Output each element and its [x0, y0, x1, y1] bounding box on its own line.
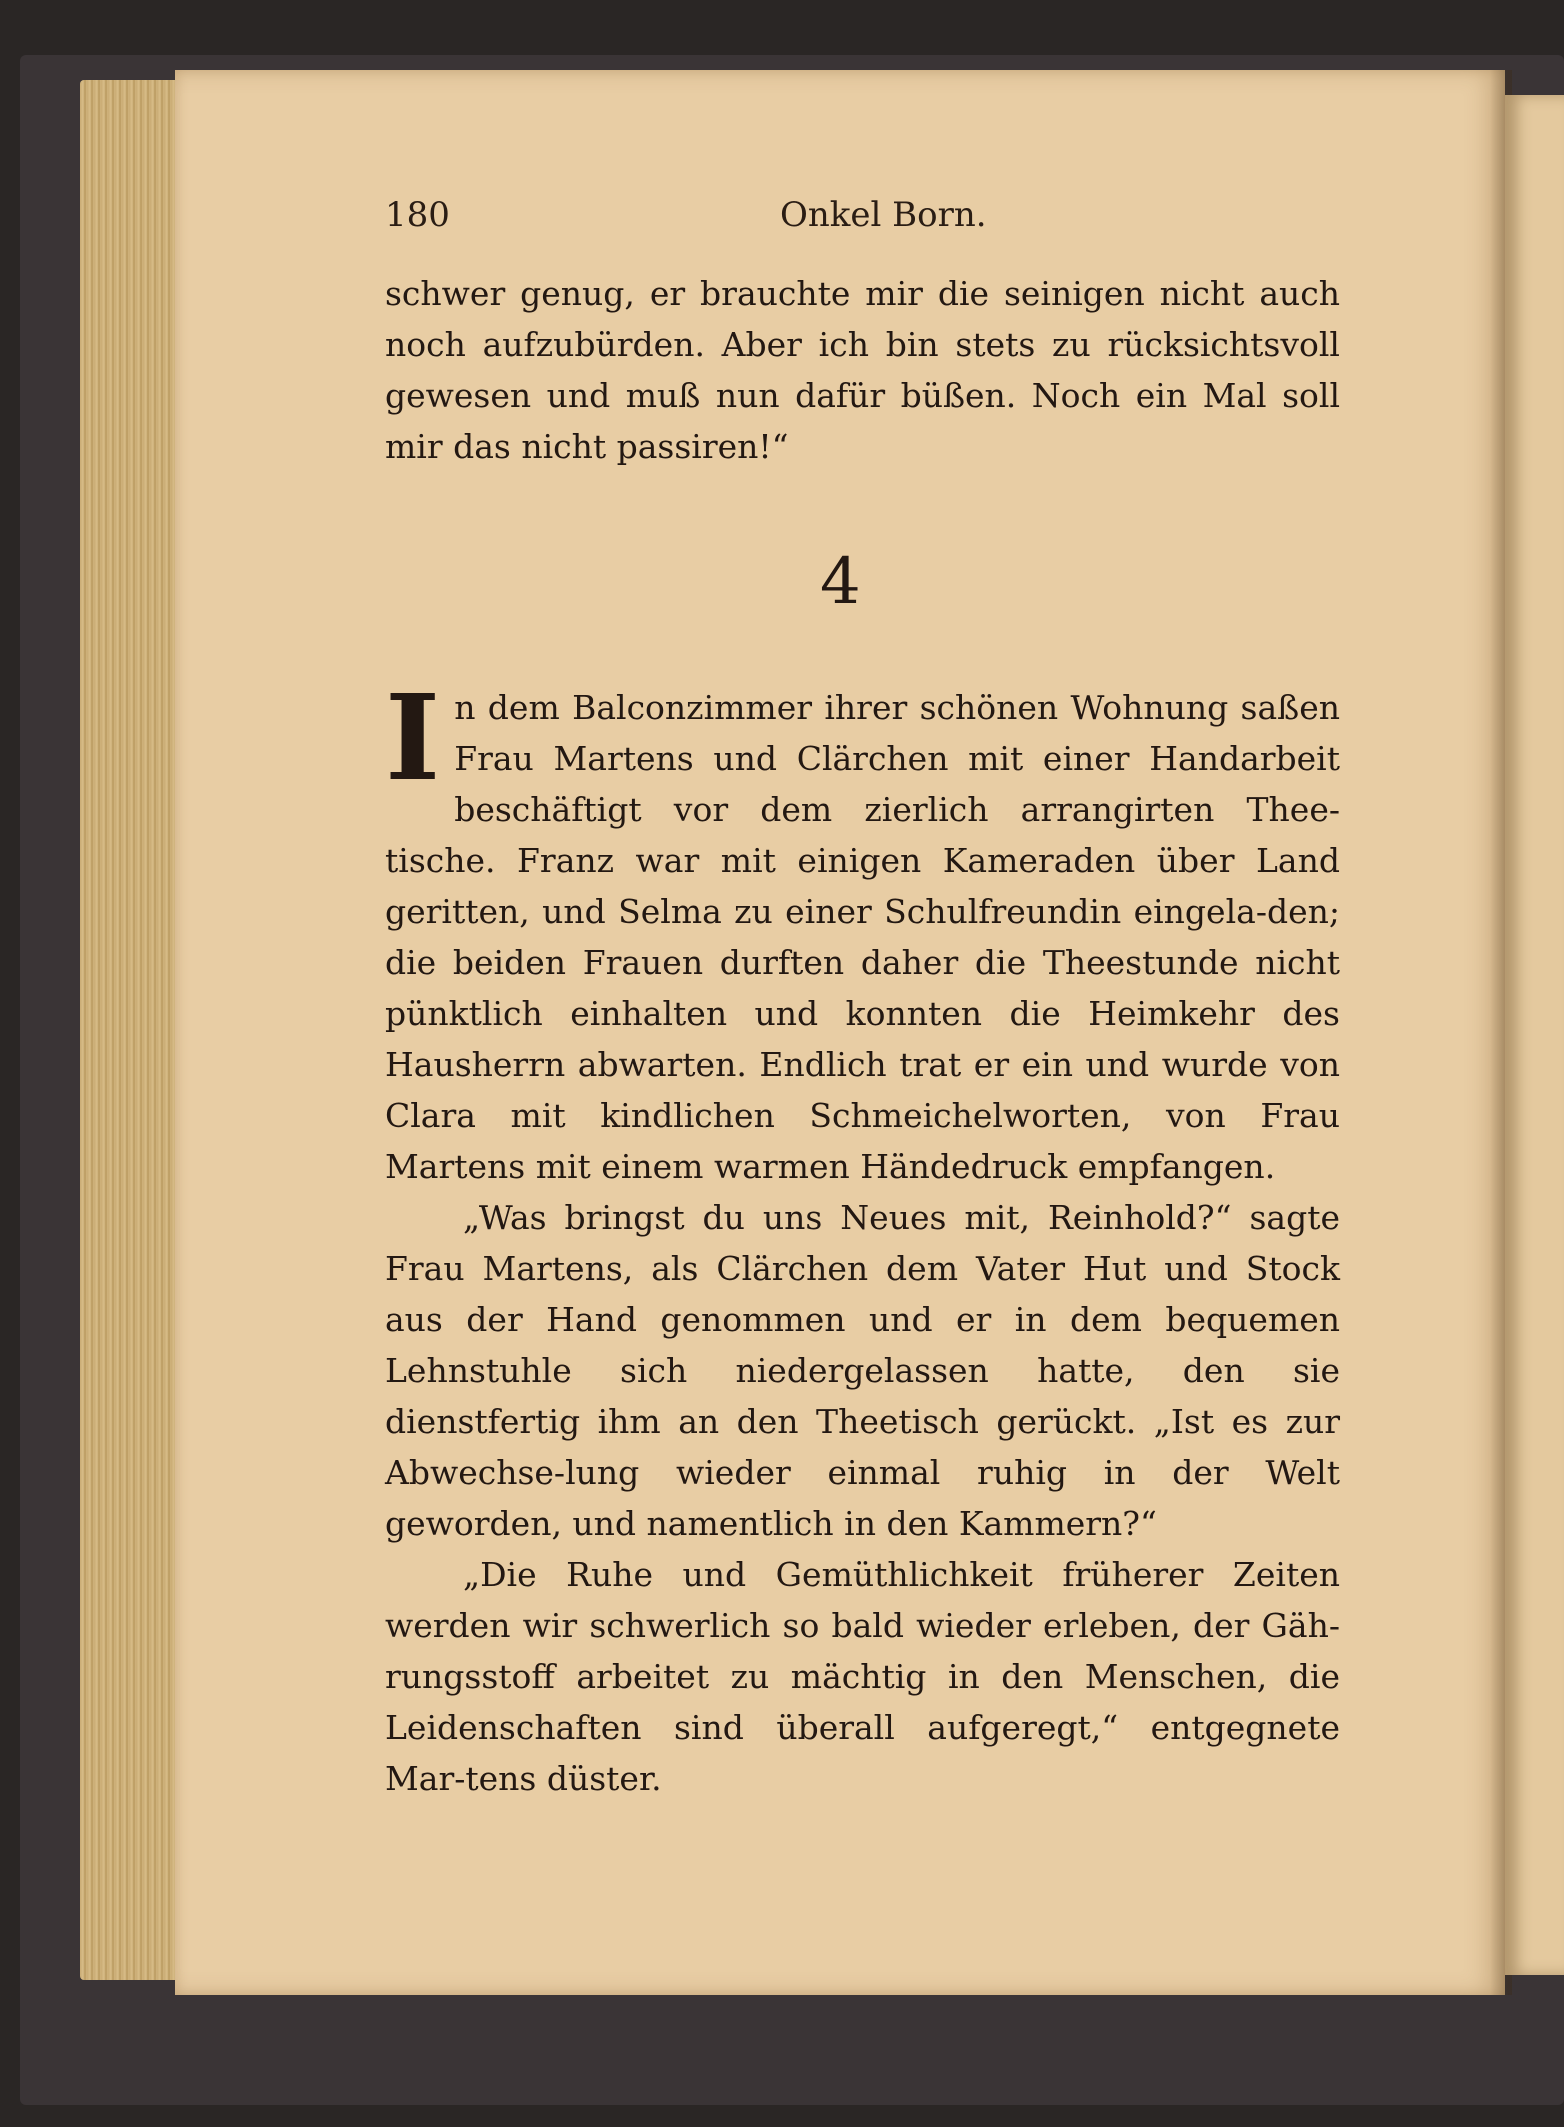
paragraph-4: „Die Ruhe und Gemüthlichkeit früherer Zeiten werden wir schwerlich so bald wieder erleben, der Gäh-rungsstoff arbeitet zu mächtig in den Menschen, die Leidenschaften sind überall aufgeregt,“ entgegnete Mar-tens düster. — [385, 1555, 1340, 1798]
paragraph-2-text: n dem Balconzimmer ihrer schönen Wohnung saßen Frau Martens und Clärchen mit einer Handarbeit beschäftigt vor dem zierlich arrangirten Thee-tische. Franz war mit einigen Kameraden über Land geritten, und Selma zu einer Schulfreundin eingela-den; die beiden Frauen durften daher die Theestunde nicht pünktlich einhalten und konnten die Heimkehr des Hausherrn abwarten. Endlich trat er ein und wurde von Clara mit kindlichen Schmeichelworten, von Frau Martens mit einem warmen Händedruck empfangen. — [385, 688, 1340, 1186]
drop-cap: I — [385, 668, 441, 807]
page-header — [385, 195, 1345, 245]
chapter-number: 4 — [820, 545, 861, 619]
text-block-main — [385, 668, 1340, 1804]
page-number: 180 — [385, 195, 450, 235]
page-edges — [80, 80, 190, 1980]
paragraph-3: „Was bringst du uns Neues mit, Reinhold?“ sagte Frau Martens, als Clärchen dem Vater Hut und Stock aus der Hand genommen und er in dem bequemen Lehnstuhle sich niedergelassen hatte, den sie dienstfertig ihm an den Theetisch gerückt. „Ist es zur Abwechse-lung wieder einmal ruhig in der Welt geworden, und namentlich in den Kammern?“ — [385, 1198, 1340, 1543]
running-title: Onkel Born. — [780, 195, 987, 235]
paragraph-1: schwer genug, er brauchte mir die seinigen nicht auch noch aufzubürden. Aber ich bin stets zu rücksichtsvoll gewesen und muß nun dafür büßen. Noch ein Mal soll mir das nicht passiren!“ — [385, 274, 1340, 466]
paragraph-2 — [385, 668, 1340, 1192]
text-block-top — [385, 268, 1340, 472]
facing-page-edge — [1505, 95, 1564, 1975]
